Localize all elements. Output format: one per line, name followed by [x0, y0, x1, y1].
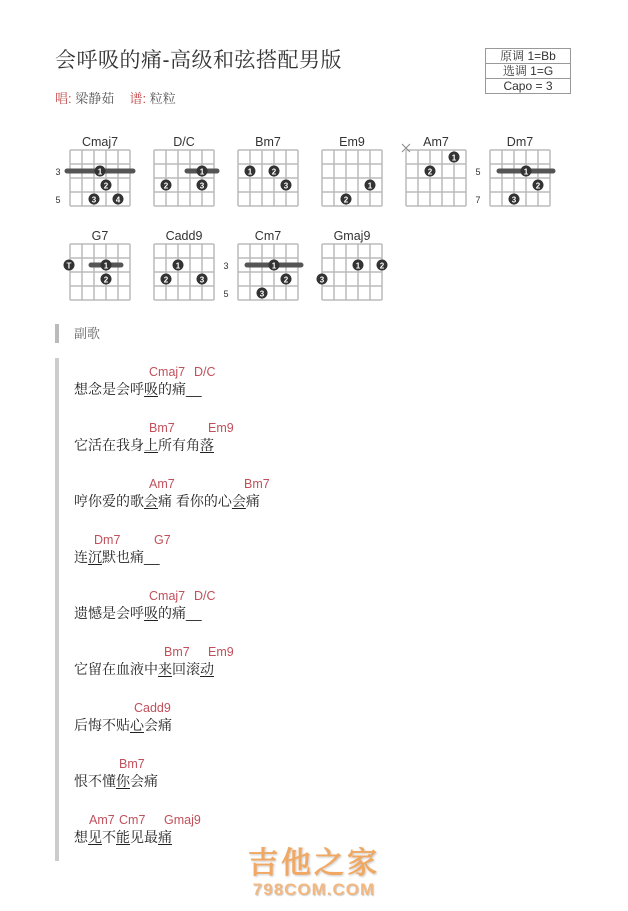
chord-marker: Dm7 [94, 533, 121, 547]
lyric-segment: 会痛 [144, 717, 172, 733]
watermark-en: 798COM.COM [252, 880, 376, 899]
lyric-chord-syllable: 会 [144, 493, 158, 509]
lyric-segment: 的痛 [158, 605, 186, 621]
svg-text:1: 1 [355, 261, 361, 271]
lyric-segment: 默也痛 [102, 549, 144, 565]
chord-name: G7 [91, 229, 109, 243]
svg-text:2: 2 [103, 275, 109, 285]
chord-diagram-cmaj7 [55, 135, 145, 220]
svg-text:2: 2 [379, 261, 385, 271]
chord-name: Em9 [339, 135, 365, 149]
chord-name: Am7 [423, 135, 449, 149]
chord-diagram-dm7 [475, 135, 565, 220]
chord-diagram-d-c [139, 135, 229, 220]
fretboard-grid-icon [139, 229, 229, 314]
chord-diagram-gmaj9 [307, 229, 397, 314]
lyric-segment: 哼你爱的歌 [74, 493, 144, 509]
singer-label: 唱: [55, 91, 72, 106]
lyric-chord-syllable: 见 [88, 829, 102, 845]
chord-marker: D/C [194, 589, 216, 603]
chord-marker: Bm7 [119, 757, 145, 771]
lyric-segment: 的痛 [158, 381, 186, 397]
svg-text:2: 2 [535, 181, 541, 191]
lyric-chord-syllable: 你 [116, 773, 130, 789]
lyric-text [74, 715, 172, 735]
svg-text:5: 5 [475, 167, 481, 177]
chord-diagram-em9 [307, 135, 397, 220]
lyric-segment: 后悔不贴 [74, 717, 130, 733]
key-info-table [485, 48, 571, 94]
lyric-text [74, 435, 214, 455]
fretboard-grid-icon [391, 135, 481, 220]
lyric-text [74, 659, 214, 679]
svg-text:7: 7 [475, 195, 481, 205]
svg-text:3: 3 [91, 195, 97, 205]
lyric-chord-syllable: 吸 [144, 381, 158, 397]
lyric-chord-syllable: 心 [130, 717, 144, 733]
svg-text:3: 3 [319, 275, 325, 285]
lyric-text [74, 827, 172, 847]
lyric-segment: 痛 [245, 493, 260, 509]
chord-marker: Bm7 [149, 421, 175, 435]
svg-text:2: 2 [271, 167, 277, 177]
chord-diagram-cm7 [223, 229, 313, 314]
chord-name: Cadd9 [165, 229, 203, 243]
lyric-text [74, 491, 260, 511]
lyric-segment: __ [186, 605, 202, 621]
lyric-segment: 见最 [130, 829, 158, 845]
lyric-segment: 所有角 [158, 437, 200, 453]
song-title: 会呼吸的痛-高级和弦搭配男版 [55, 49, 342, 72]
fretboard-grid-icon [307, 229, 397, 314]
svg-text:1: 1 [199, 167, 205, 177]
svg-text:1: 1 [247, 167, 253, 177]
chord-marker: Em9 [208, 421, 234, 435]
lyric-segment: 回滚 [172, 661, 200, 677]
watermark-logo [248, 838, 380, 900]
svg-text:5: 5 [223, 289, 229, 299]
svg-text:3: 3 [283, 181, 289, 191]
svg-text:T: T [66, 261, 72, 271]
chord-marker: Bm7 [244, 477, 270, 491]
lyric-segment: 恨不懂 [74, 773, 116, 789]
chosen-key: 选调 1=G [486, 64, 571, 79]
fretboard-grid-icon [307, 135, 397, 220]
chord-marker: Cmaj7 [149, 589, 186, 603]
svg-text:4: 4 [115, 195, 121, 205]
svg-text:1: 1 [367, 181, 373, 191]
svg-text:3: 3 [199, 181, 205, 191]
lyric-segment: __ [144, 549, 160, 565]
lyric-chord-syllable: 能 [116, 829, 130, 845]
lyric-chord-syllable: 沉 [88, 549, 102, 565]
svg-text:1: 1 [103, 261, 109, 271]
fretboard-grid-icon [55, 229, 145, 314]
lyric-chord-syllable: 会 [231, 493, 246, 509]
lyric-text [74, 603, 202, 623]
chord-marker: Am7 [89, 813, 115, 827]
svg-text:2: 2 [103, 181, 109, 191]
lyric-chord-syllable: 痛 [158, 829, 172, 845]
lyric-segment: 它活在我身 [74, 437, 144, 453]
fretboard-grid-icon [223, 229, 313, 314]
svg-text:2: 2 [343, 195, 349, 205]
chord-name: Bm7 [255, 135, 281, 149]
capo-info: Capo = 3 [486, 79, 571, 94]
lyric-chord-syllable: 吸 [144, 605, 158, 621]
lyric-chord-syllable: 动 [200, 661, 214, 677]
svg-text:1: 1 [451, 153, 457, 163]
lyric-segment: 不 [102, 829, 116, 845]
fretboard-grid-icon [223, 135, 313, 220]
chord-marker: Cmaj7 [149, 365, 186, 379]
section-label: 副歌 [55, 324, 100, 343]
chord-marker: D/C [194, 365, 216, 379]
lyric-text [74, 379, 202, 399]
lyric-text [74, 771, 158, 791]
lyric-segment: 它留在血液中 [74, 661, 158, 677]
chord-name: Gmaj9 [333, 229, 371, 243]
chord-marker: Gmaj9 [164, 813, 201, 827]
chord-marker: Cm7 [119, 813, 146, 827]
lyric-segment: 连 [74, 549, 88, 565]
svg-text:2: 2 [163, 181, 169, 191]
fretboard-grid-icon [55, 135, 145, 220]
lyric-segment: 想念是会呼 [74, 381, 144, 397]
svg-text:2: 2 [283, 275, 289, 285]
svg-text:3: 3 [55, 167, 61, 177]
lyric-segment: __ [186, 381, 202, 397]
lyric-chord-syllable: 落 [200, 437, 214, 453]
chord-diagram-g7 [55, 229, 145, 314]
svg-text:1: 1 [523, 167, 529, 177]
lyric-segment: 想 [74, 829, 88, 845]
chord-marker: Am7 [149, 477, 175, 491]
chord-diagram-am7 [391, 135, 481, 220]
chord-name: D/C [173, 135, 195, 149]
svg-text:3: 3 [223, 261, 229, 271]
song-credits [55, 88, 176, 107]
watermark-cn: 吉他之家 [248, 846, 380, 881]
fretboard-grid-icon [139, 135, 229, 220]
svg-text:1: 1 [175, 261, 181, 271]
lyric-text [74, 547, 160, 567]
chord-name: Cmaj7 [81, 135, 119, 149]
singer-name: 梁静茹 [75, 91, 115, 106]
chord-marker: Bm7 [164, 645, 190, 659]
svg-text:2: 2 [427, 167, 433, 177]
chord-marker: Em9 [208, 645, 234, 659]
lyric-segment: 会痛 [130, 773, 158, 789]
svg-text:5: 5 [55, 195, 61, 205]
chord-name: Cm7 [254, 229, 282, 243]
fretboard-grid-icon [475, 135, 565, 220]
lyric-chord-syllable: 来 [158, 661, 172, 677]
svg-text:1: 1 [271, 261, 277, 271]
arranger-name: 粒粒 [149, 91, 176, 106]
svg-text:3: 3 [511, 195, 517, 205]
chord-marker: Cadd9 [134, 701, 171, 715]
original-key: 原调 1=Bb [486, 49, 571, 64]
chord-diagram-bm7 [223, 135, 313, 220]
svg-text:2: 2 [163, 275, 169, 285]
svg-text:3: 3 [199, 275, 205, 285]
lyric-segment: 痛 看你的心 [158, 493, 232, 509]
chord-marker: G7 [154, 533, 171, 547]
arranger-label: 谱: [129, 91, 147, 106]
svg-text:1: 1 [97, 167, 103, 177]
svg-text:3: 3 [259, 289, 265, 299]
lyric-segment: 遗憾是会呼 [74, 605, 144, 621]
lyric-chord-syllable: 上 [144, 437, 158, 453]
chord-name: Dm7 [506, 135, 534, 149]
lyrics-bar [55, 358, 59, 861]
chord-diagram-cadd9 [139, 229, 229, 314]
